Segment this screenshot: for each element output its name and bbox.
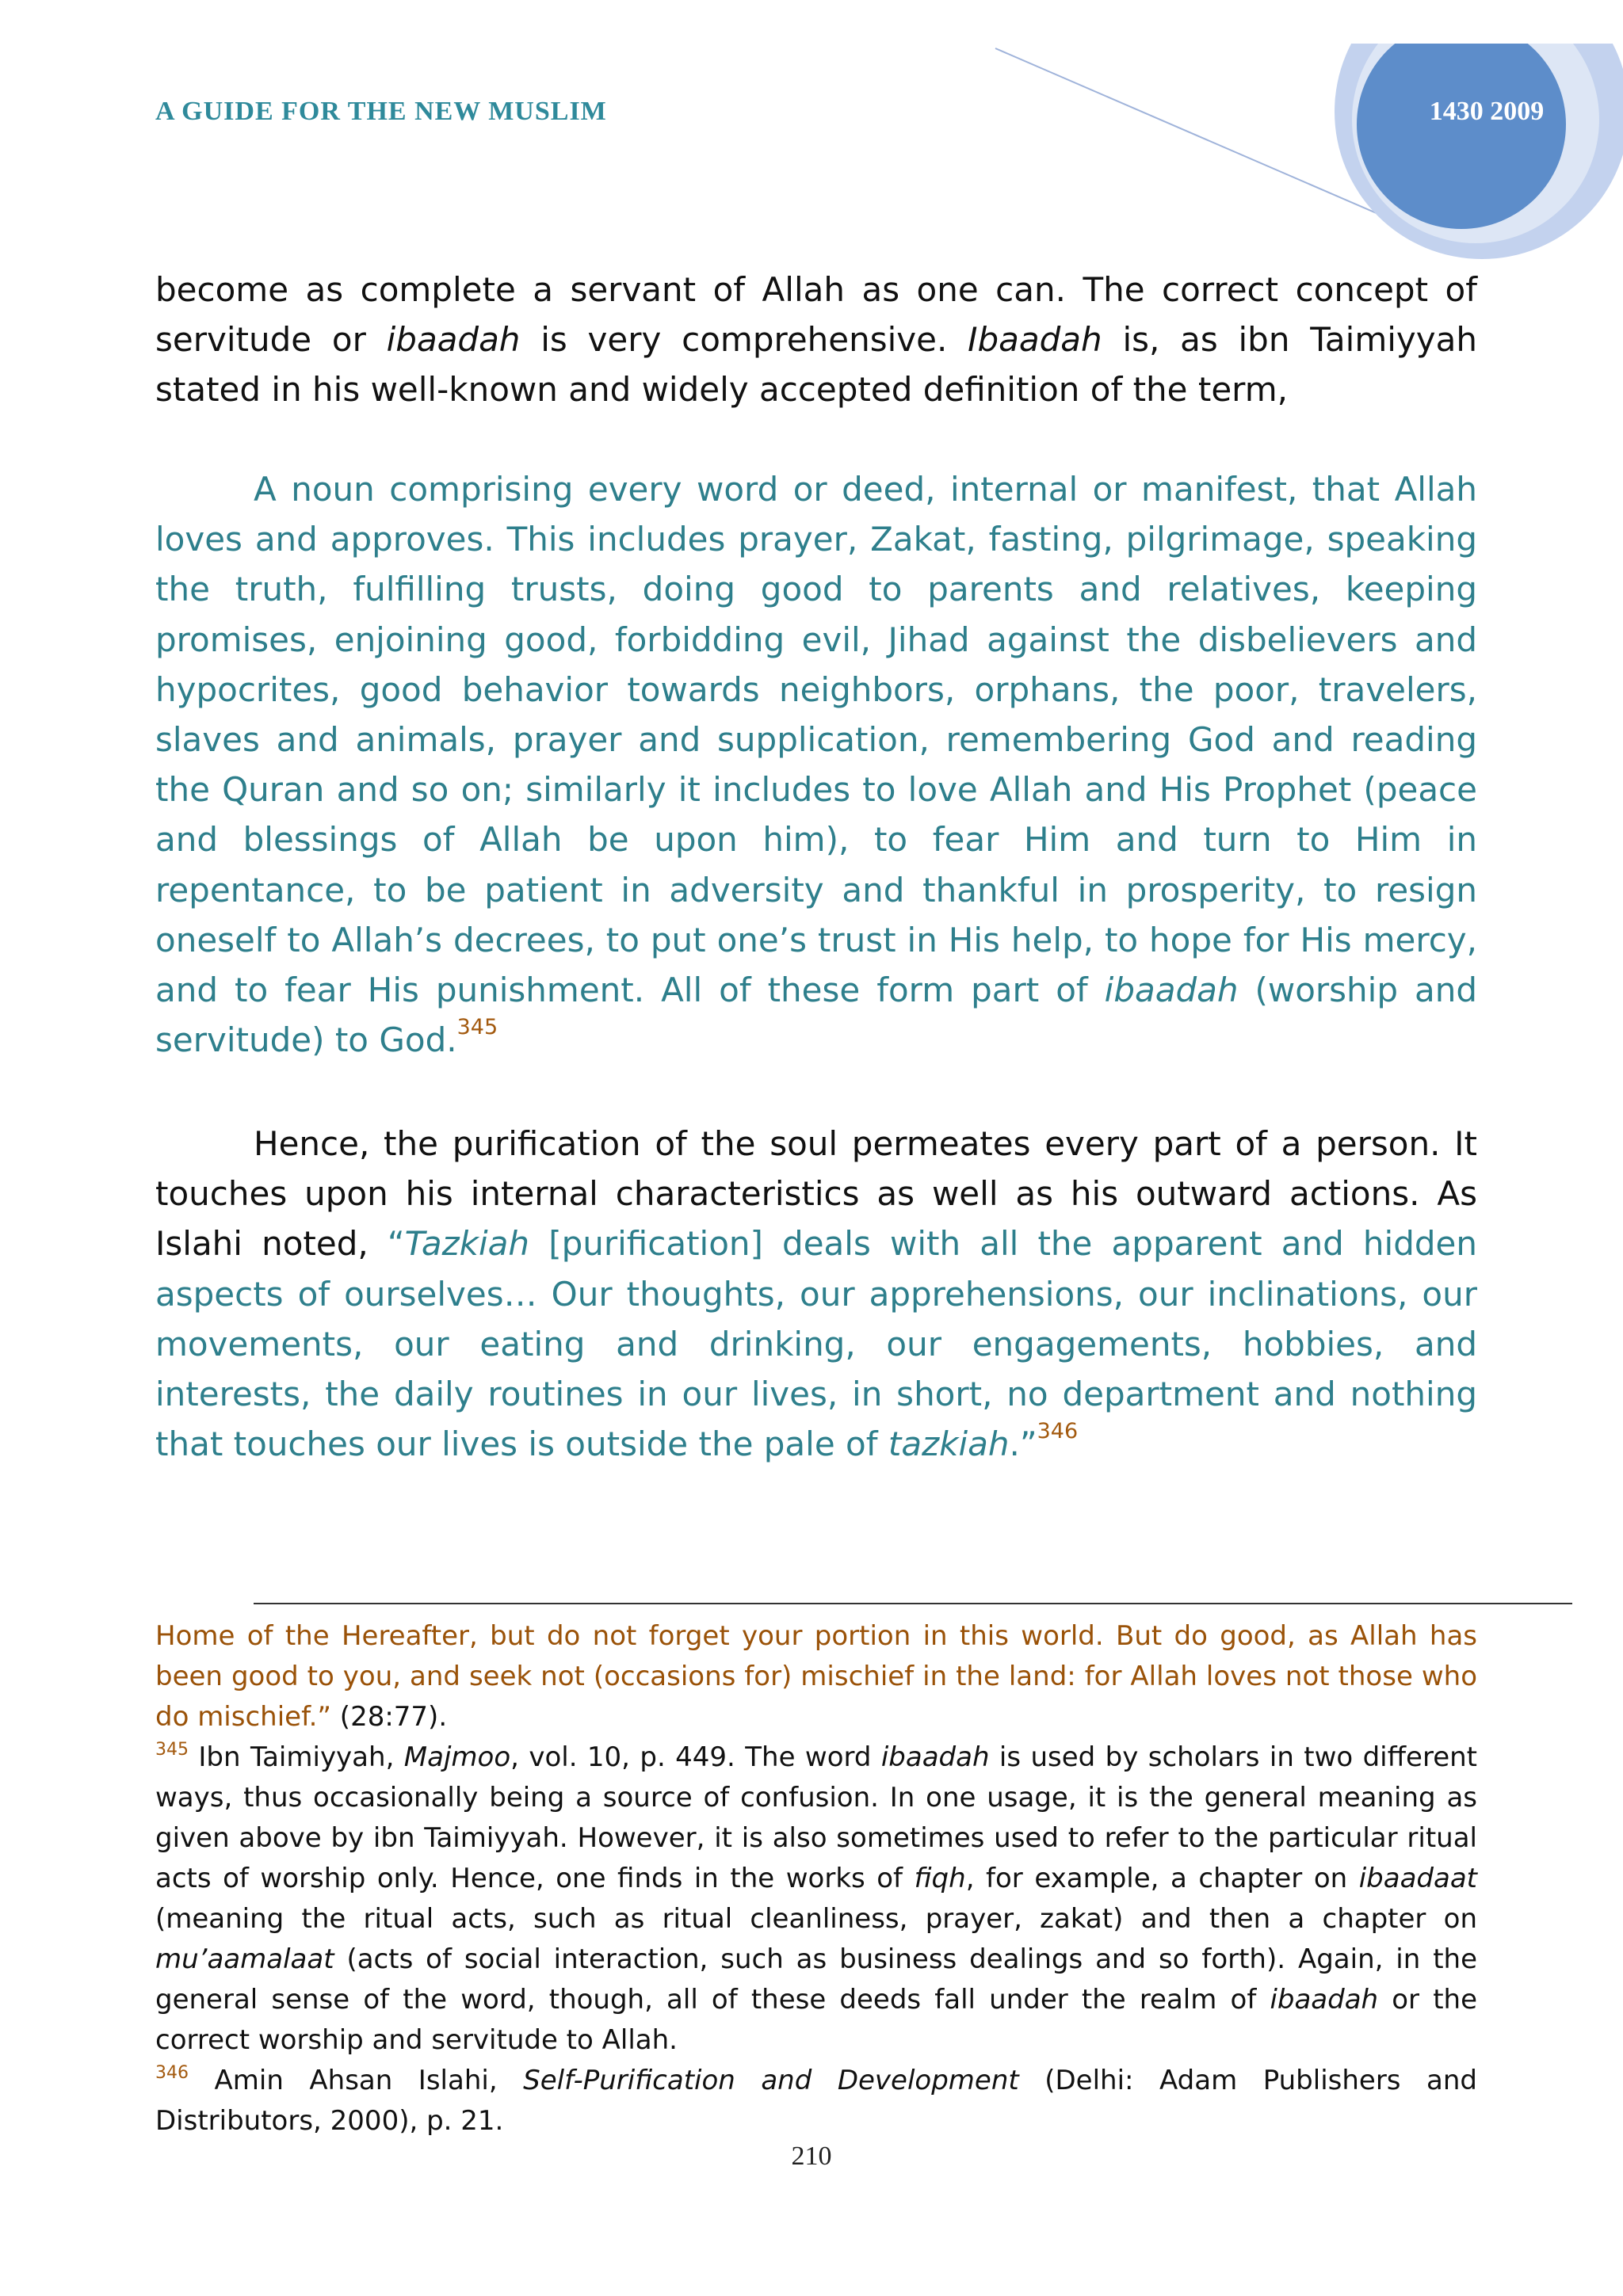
paragraph-purification <box>155 1119 1477 1469</box>
italic-term: fiqh <box>914 1863 966 1894</box>
quote-mark: .” <box>1009 1425 1037 1464</box>
paragraph-intro <box>155 265 1477 415</box>
footnote-citation: (28:77). <box>331 1701 448 1733</box>
text-run: (meaning the ritual acts, such as ritual cleanliness, prayer, zakat) and then a chapter on <box>155 1903 1477 1935</box>
text-run: Amin Ahsan Islahi, <box>189 2065 524 2096</box>
page-number: 210 <box>791 2142 832 2171</box>
text-run: is used by scholars in two different ways, thus occasionally being a source of confusion. In one usage, it is the general meaning as given above by ibn Taimiyyah. However, it is also sometimes used to refer to the particular ritual acts of worship only. Hence, one finds in the works of <box>155 1741 1477 1894</box>
text-run: , for example, a chapter on <box>965 1863 1359 1894</box>
block-quote <box>155 464 1477 1065</box>
quote-mark: “ <box>387 1224 405 1264</box>
quote-text: [purification] deals with all the apparent and hidden aspects of ourselves… Our thoughts, our apprehensions, our inclinations, our movements, our eating and drinking, our engagements, hobbies, and interests, the daily routines in our lives, in short, no department and nothing that touches our lives is outside the pale of <box>155 1224 1477 1464</box>
running-header-year: 1430 2009 <box>1429 97 1545 126</box>
italic-term: Ibaadah <box>968 320 1102 360</box>
footnote-346 <box>155 2061 1477 2142</box>
footnote-ref-345[interactable]: 345 <box>456 1015 498 1040</box>
footnote-ref-346[interactable]: 346 <box>1037 1419 1079 1444</box>
quote-text: A noun comprising every word or deed, internal or manifest, that Allah loves and approves. This includes prayer, Zakat, fasting, pilgrimage, speaking the truth, fulfilling trusts, doing good to parents and relatives, keeping promises, enjoining good, forbidding evil, Jihad against the disbelievers and hypocrites, good behavior towards neighbors, orphans, the poor, travelers, slaves and animals, prayer and supplication, remembering God and reading the Quran and so on; similarly it includes to love Allah and His Prophet (peace and blessings of Allah be upon him), to fear Him and turn to Him in repentance, to be patient in adversity and thankful in prosperity, to resign oneself to Allah’s decrees, to put one’s trust in His help, to hope for His mercy, and to fear His punishment. All of these form part of <box>155 470 1477 1010</box>
footnotes <box>155 1616 1477 2142</box>
footnote-345 <box>155 1737 1477 2061</box>
footnote-divider <box>254 1603 1572 1604</box>
footnote-number: 346 <box>155 2063 189 2083</box>
italic-term: tazkiah <box>888 1425 1010 1464</box>
italic-term: ibaadah <box>386 320 521 360</box>
text-run: or the correct worship and servitude to Allah. <box>155 1984 1477 2056</box>
italic-term: ibaadaat <box>1358 1863 1477 1894</box>
text-run: , vol. 10, p. 449. The word <box>510 1741 881 1773</box>
text-run: (acts of social interaction, such as business dealings and so forth). Again, in the general sense of the word, though, all of these deeds fall under the realm of <box>155 1943 1477 2016</box>
text-run: is, as ibn Taimiyyah stated in his well-known and widely accepted definition of the term, <box>155 320 1477 410</box>
footnote-continuation <box>155 1616 1477 1737</box>
header-decoration-icon <box>983 44 1623 265</box>
footnote-quote: Home of the Hereafter, but do not forget your portion in this world. But do good, as Allah has been good to you, and seek not (occasions for) mischief in the land: for Allah loves not those who do mischief.” <box>155 1620 1477 1733</box>
quote-text: (worship and servitude) to God. <box>155 971 1477 1060</box>
running-header-title: A GUIDE FOR THE NEW MUSLIM <box>155 97 607 126</box>
italic-term: Majmoo <box>403 1741 511 1773</box>
text-run: (Delhi: Adam Publishers and Distributors, 2000), p. 21. <box>155 2065 1477 2137</box>
text-run: Hence, the purification of the soul permeates every part of a person. It touches upon his internal characteristics as well as his outward actions. As Islahi noted, <box>155 1124 1477 1264</box>
italic-term: ibaadah <box>1270 1984 1379 2016</box>
italic-term: mu’aamalaat <box>155 1943 334 1975</box>
italic-term: Tazkiah <box>404 1224 530 1264</box>
italic-term: ibaadah <box>880 1741 990 1773</box>
text-run: is very comprehensive. <box>520 320 968 360</box>
text-run: Ibn Taimiyyah, <box>189 1741 404 1773</box>
italic-term: ibaadah <box>1104 971 1239 1010</box>
text-run: become as complete a servant of Allah as one can. The correct concept of servitude or <box>155 270 1477 360</box>
footnote-number: 345 <box>155 1740 189 1760</box>
italic-term: Self-Purification and Development <box>523 2065 1019 2096</box>
